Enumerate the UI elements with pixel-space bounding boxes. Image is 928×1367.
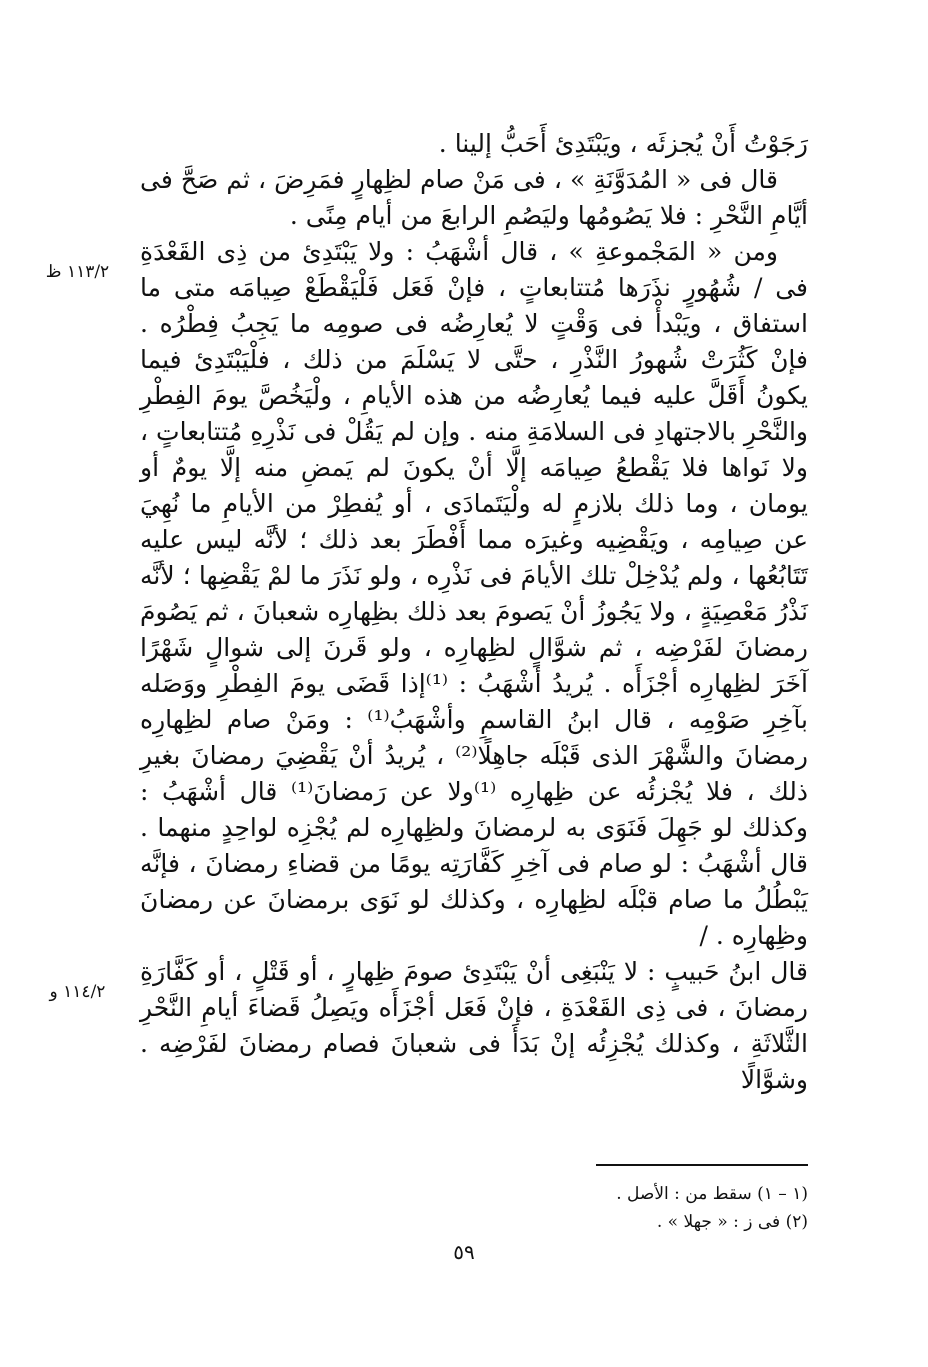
margin-folio-note-2: ١١٤/٢ و [49, 982, 106, 1002]
footnotes [560, 1180, 808, 1236]
paragraph-2: قال فى « المُدَوَّنَةِ » ، فى مَنْ صام لظِهارٍ فمَرِضَ ، ثم صَحَّ فى أيَّامِ النَّحْرِ : فلا يَصُومُها وليَصُمِ الرابعَ من أيام مِنًى . [140, 165, 808, 230]
page-number: ٥٩ [453, 1240, 475, 1264]
main-text [140, 126, 808, 1098]
footnote-2: (٢) فى ز : « جهلا » . [656, 1212, 808, 1232]
paragraph-4: قال ابنُ حَبيبٍ : لا يَنْبَغِى أنْ يَبْتَدِئ صومَ ظِهارٍ ، أو قَتْلٍ ، أو كَفَّارَةِ رمضانَ ، فى ذِى القَعْدَةِ ، فإنْ فَعَل أجْزَأَه ويَصِلُ قَضاءَ أيامِ النَّحْرِ الثَّلاثَةِ ، وكذلك يُجْزِئُه إنْ بَدَأَ فى شعبانَ فصام رمضانَ لفَرْضِه . وشوَّالًا [140, 957, 808, 1094]
paragraph-3: ومن « المَجْموعةِ » ، قال أشْهَبُ : ولا يَبْتَدِئ من ذِى القَعْدَةِ فى / شُهُورٍ نذَرَها مُتتابعاتٍ ، فإنْ فَعَل فَلْيَقْطَعْ صِيامَه متى ما استفاق ، ويَبْدأْ فى وَقْتٍ لا يُعارِضُه فى صومِه ما يَجِبُ فِطْرُه . فإنْ كَثُرَتْ شُهورُ النَّذْرِ ، حتَّى لا يَسْلَمَ من ذلك ، فلْيَبْتَدِئ فيما يكونُ أَقَلَّ عليه فيما يُعارِضُه من هذه الأيامِ ، ولْيَخُصَّ يومَ الفِطْرِ والنَّحْرِ بالاجتهادِ فى السلامَةِ منه . وإن لم يَقُلْ فى نَذْرِهِ مُتتابعاتٍ ، ولا نَواها فلا يَقْطعُ صِيامَه إلَّا أنْ يكونَ لم يَمضِ منه إلَّا يومٌ أو يومان ، وما ذلك بلازمٍ له ولْيَتَمادَى ، أو يُفطِرْ من الأيامِ ما نُهِيَ عن صِيامِه ، ويَقْضِيه وغيرَه مما أَفْطَرَ بعد ذلك ؛ لأنَّه ليس عليه تَتَابُعُها ، ولم يُدْخِلْ تلك الأيامَ فى نَذْرِه ، ولو نَذَرَ ما لمْ يَقْضِها ؛ لأنَّه نَذْرُ مَعْصِيَةٍ ، ولا يَجُوزُ أنْ يَصومَ بعد ذلك بظِهارِه شعبانَ ، ثم يَصُومَ رمضانَ لفَرْضِه ، ثم شوَّالٍ لظِهارِه ، ولو قَرنَ إلى شوالٍ شَهْرًا آخَرَ لظِهارِه أجْزَأَه . يُريدُ أشْهَبُ : ⁽¹⁾إذا قَضَى يومَ الفِطْرِ ووَصَله بآخِرِ صَوْمِه ، قال ابنُ القاسمِ وأشْهَبُ⁽¹⁾ : ومَنْ صام لظِهارِه رمضانَ والشَّهْرَ الذى قَبْلَه جاهِلًا⁽²⁾ ، يُريدُ أنْ يَقْضِيَ رمضانَ بغيرِ ذلك ، فلا يُجْزئُه عن ظِهارِه ⁽¹⁾ولا عن رَمضانَ⁽¹⁾ قال أشْهَبُ : وكذلك لو جَهِلَ فَنَوَى به لرمضانَ ولظِهارِه لم يُجْزِه لواحِدٍ منهما . قال أشْهَبُ : لو صام فى آخِرِ كَفَّارَتِه يومًا من قضاءِ رمضانَ ، فإنَّه يَبْطُلُ ما صام قبْلَه لظِهارِه ، وكذلك لو نَوَى برمضانَ عن رمضانَ وظِهارِه . / [140, 237, 809, 950]
margin-folio-note-1: ١١٣/٢ ظ [45, 262, 110, 282]
footnote-divider [596, 1164, 808, 1166]
footnote-1: (١ – ١) سقط من : الأصل . [616, 1184, 808, 1204]
paragraph-1: رَجَوْتُ أَنْ يُجزئَه ، ويَبْتَدِئ أَحَبُّ إلينا . [438, 129, 808, 158]
